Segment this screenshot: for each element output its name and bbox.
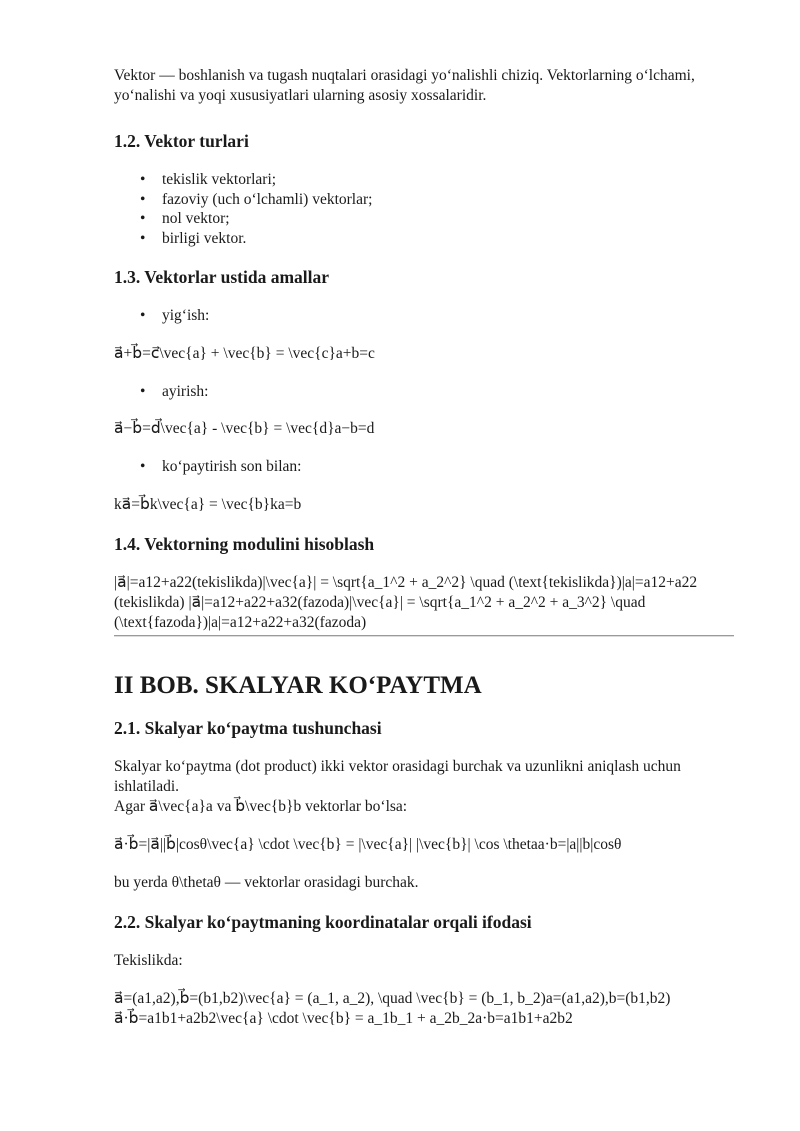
formula-sum: a⃗+b⃗=c⃗\vec{a} + \vec{b} = \vec{c}a+b=c: [114, 344, 375, 362]
heading-vektor-turlari: 1.2. Vektor turlari: [114, 131, 249, 151]
heading-vektorlar-amallar: 1.3. Vektorlar ustida amallar: [114, 267, 330, 287]
list-item: • ko‘paytirish son bilan:: [114, 457, 734, 477]
list-item: • nol vektor;: [114, 209, 734, 229]
list-item: • ayirish:: [114, 382, 734, 402]
heading-vektor-moduli: 1.4. Vektorning modulini hisoblash: [114, 533, 375, 554]
coordinates-formula: a⃗=(a1,a2),b⃗=(b1,b2)\vec{a} = (a_1, a_2), \quad \vec{b} = (b_1, b_2)a=(a1,a2),b=(b1,b2): [114, 989, 671, 1007]
angle-note: bu yerda θ\thetaθ — vektorlar orasidagi burchak.: [114, 873, 419, 891]
modul-formulas: |a⃗|=a12+a22(tekislikda)|\vec{a}| = \sqrt{a_1^2 + a_2^2} \quad (\text{tekislikda})|a|=a12+a22 (tekislikda) |a⃗|=a12+a22+a32(fazoda)|\vec{a}| = \sqrt{a_1^2 + a_2^2 + a_3^2} \quad (\text{fazoda})|a|=a12+a22+a32(fazoda): [114, 573, 698, 631]
amallar-list-2: [114, 382, 734, 402]
list-item: • yig‘ish:: [114, 306, 734, 326]
heading-koordinatalar: 2.2. Skalyar ko‘paytmaning koordinatalar orqali ifodasi: [114, 911, 532, 932]
dot-product-coordinates: a⃗·b⃗=a1b1+a2b2\vec{a} \cdot \vec{b} = a_1b_1 + a_2b_2a·b=a1b1+a2b2: [114, 1009, 573, 1027]
skalyar-definition: Skalyar ko‘paytma (dot product) ikki vektor orasidagi burchak va uzunlikni aniqlash uchun ishlatiladi.: [114, 757, 681, 795]
document-page: [114, 66, 734, 1029]
formula-scalar-multiply: ka⃗=b⃗k\vec{a} = \vec{b}ka=b: [114, 495, 302, 513]
formula-difference: a⃗−b⃗=d⃗\vec{a} - \vec{b} = \vec{d}a−b=d: [114, 420, 375, 437]
list-item: • birligi vektor.: [114, 229, 734, 249]
amallar-list-3: [114, 457, 734, 477]
amallar-list-1: [114, 306, 734, 326]
vektor-turlari-list: [114, 170, 734, 248]
heading-skalyar-tushuncha: 2.1. Skalyar ko‘paytma tushunchasi: [114, 717, 382, 738]
intro-paragraph: Vektor — boshlanish va tugash nuqtalari orasidagi yo‘nalishli chiziq. Vektorlarning o‘lchami, yo‘nalishi va yoqi xususiyatlari ularning asosiy xossalaridir.: [114, 67, 695, 104]
tekislikda-label: Tekislikda:: [114, 951, 183, 969]
formula-dot-product: a⃗·b⃗=|a⃗||b⃗|cosθ\vec{a} \cdot \vec{b} = |\vec{a}| |\vec{b}| \cos \thetaa·b=|a||b|cosθ: [114, 835, 622, 853]
skalyar-condition: Agar a⃗\vec{a}a va b⃗\vec{b}b vektorlar bo‘lsa:: [114, 797, 408, 815]
list-item: • fazoviy (uch o‘lchamli) vektorlar;: [114, 190, 734, 210]
list-item: • tekislik vektorlari;: [114, 170, 734, 190]
chapter-title: II BOB. SKALYAR KO‘PAYTMA: [114, 671, 482, 699]
